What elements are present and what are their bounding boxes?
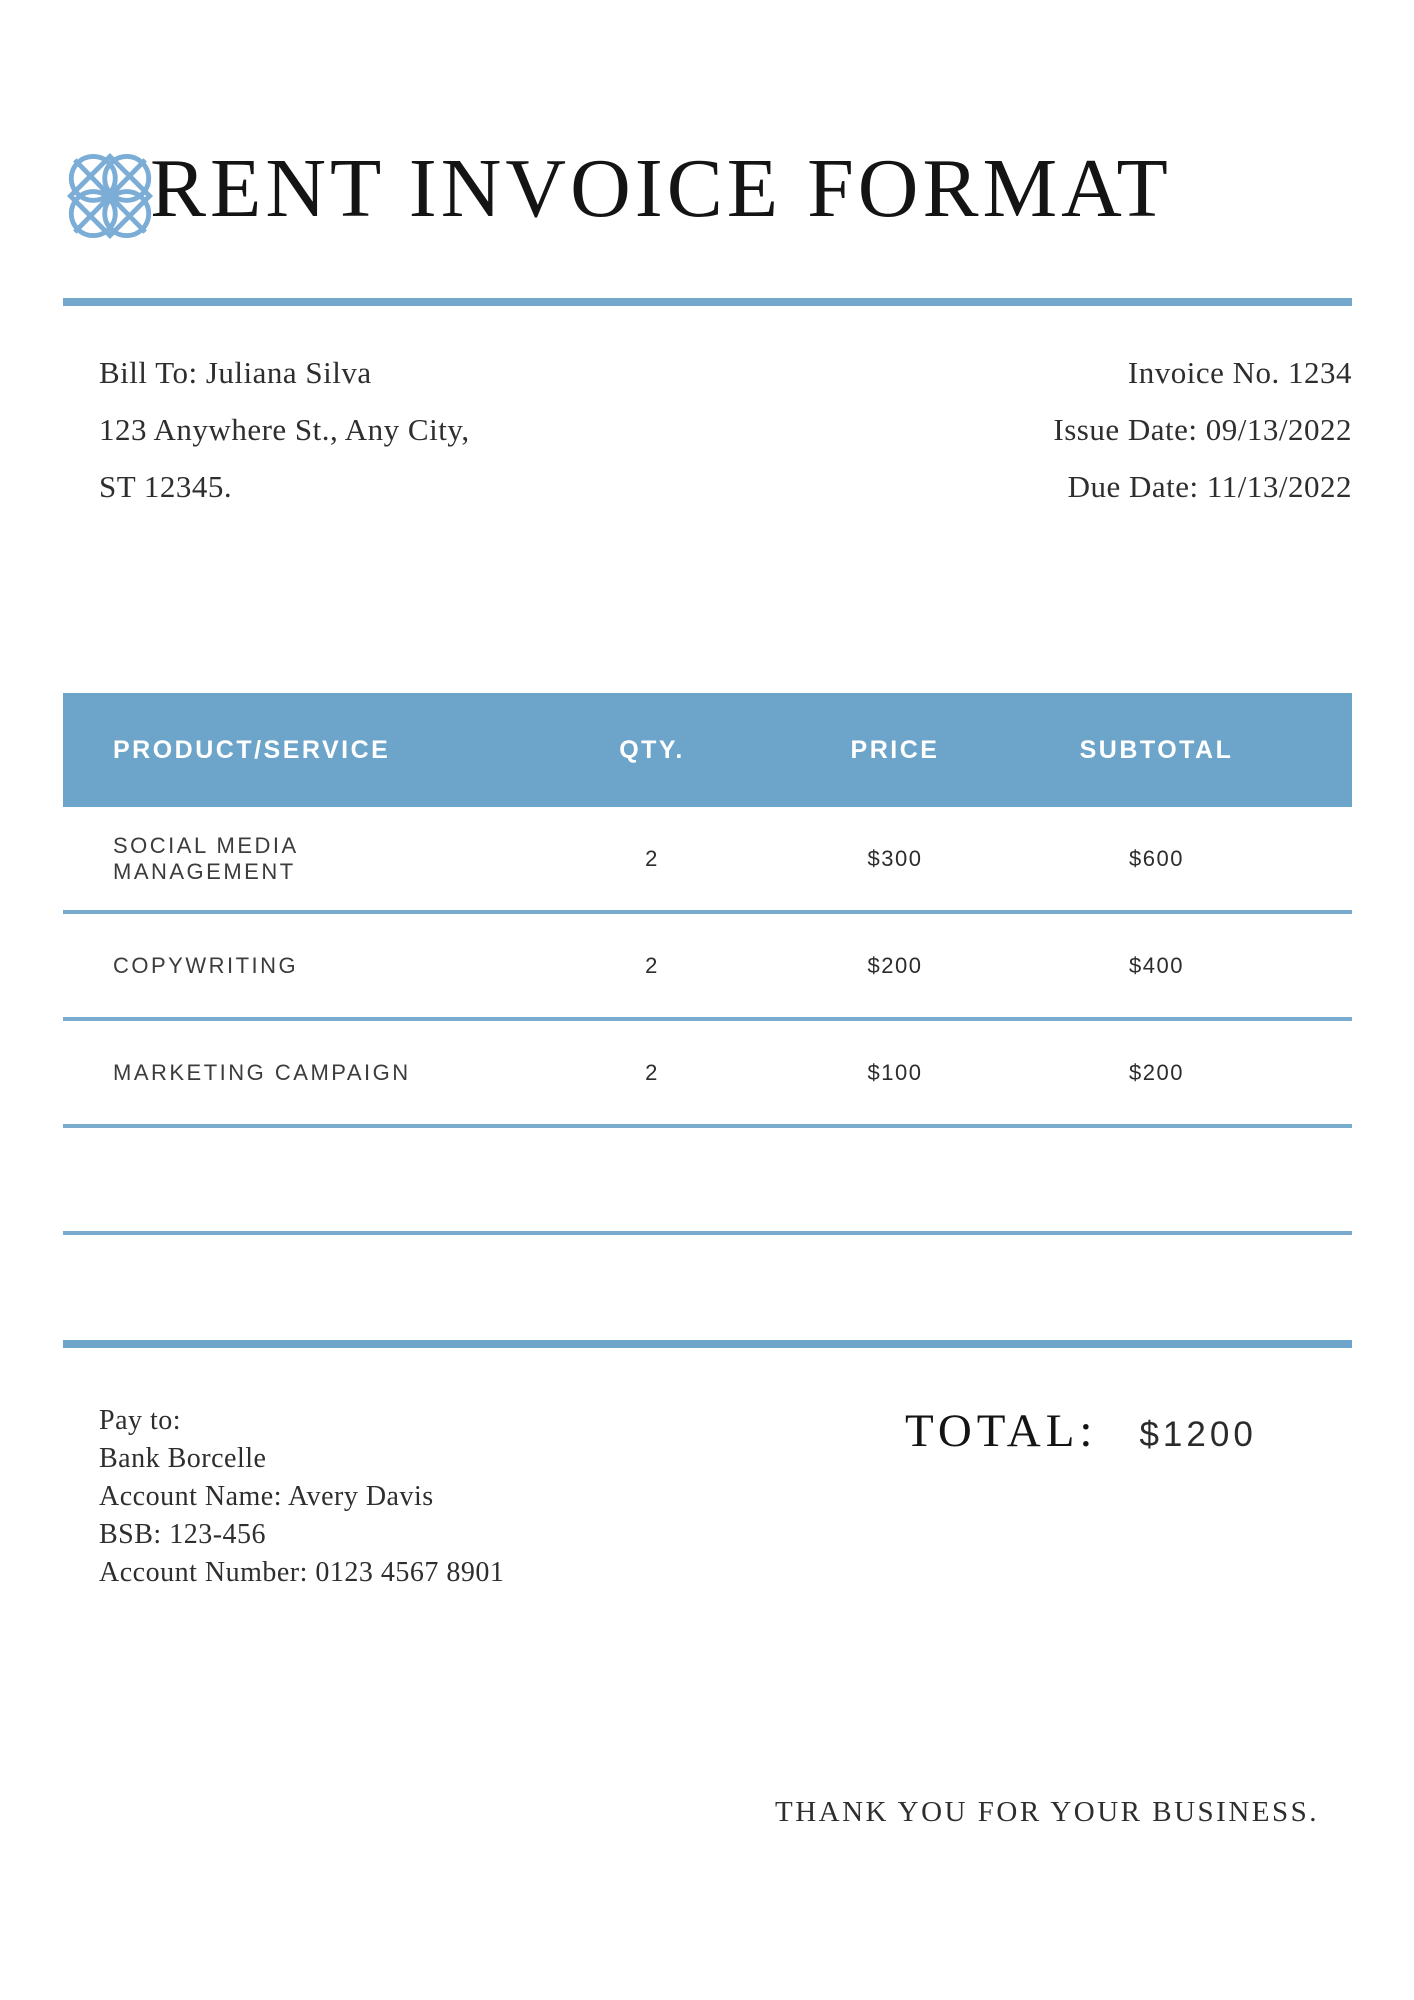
cell-qty: 2 [645,1059,659,1085]
cell-price: $100 [867,1059,923,1085]
bill-to-address2: ST 12345. [99,469,233,504]
table-bottom-divider [63,1340,1352,1348]
cell-qty: 2 [645,845,659,871]
bank-name: Bank Borcelle [99,1443,267,1474]
total-row [905,1404,1257,1458]
table-row-empty [63,1128,1352,1235]
payment-details-block [99,1402,504,1592]
bill-to-address: 123 Anywhere St., Any City, [99,412,470,447]
column-header-subtotal: SUBTOTAL [1079,735,1234,764]
flower-knot-logo-icon [66,148,154,244]
column-header-price: PRICE [850,735,940,764]
invoice-meta-block [1053,344,1352,515]
cell-product: MARKETING CAMPAIGN [113,1059,411,1085]
cell-product: SOCIAL MEDIA MANAGEMENT [113,832,298,884]
table-row [63,914,1352,1021]
total-label: TOTAL: [905,1405,1098,1457]
table-body [63,807,1352,1338]
total-amount: $1200 [1139,1415,1257,1454]
table-row [63,807,1352,914]
cell-subtotal: $200 [1129,1059,1184,1085]
header-divider [63,298,1352,306]
pay-to-label: Pay to: [99,1405,182,1436]
cell-price: $300 [867,845,923,871]
table-header [63,693,1352,807]
account-name: Account Name: Avery Davis [99,1481,434,1512]
cell-subtotal: $400 [1129,952,1184,978]
page-title: RENT INVOICE FORMAT [150,141,1172,235]
issue-date: Issue Date: 09/13/2022 [1053,412,1352,447]
bill-to-block [99,344,470,515]
due-date: Due Date: 11/13/2022 [1067,469,1352,504]
account-number: Account Number: 0123 4567 8901 [99,1557,505,1588]
column-header-qty: QTY. [619,735,685,764]
bill-to-name: Bill To: Juliana Silva [99,355,372,390]
cell-subtotal: $600 [1129,845,1184,871]
bsb-number: BSB: 123-456 [99,1519,267,1550]
column-header-product: PRODUCT/SERVICE [113,735,391,764]
thank-you-message: THANK YOU FOR YOUR BUSINESS. [775,1796,1319,1828]
table-row-empty [63,1235,1352,1338]
cell-price: $200 [867,952,923,978]
cell-qty: 2 [645,952,659,978]
cell-product: COPYWRITING [113,952,299,978]
table-row [63,1021,1352,1128]
invoice-number: Invoice No. 1234 [1127,355,1352,390]
